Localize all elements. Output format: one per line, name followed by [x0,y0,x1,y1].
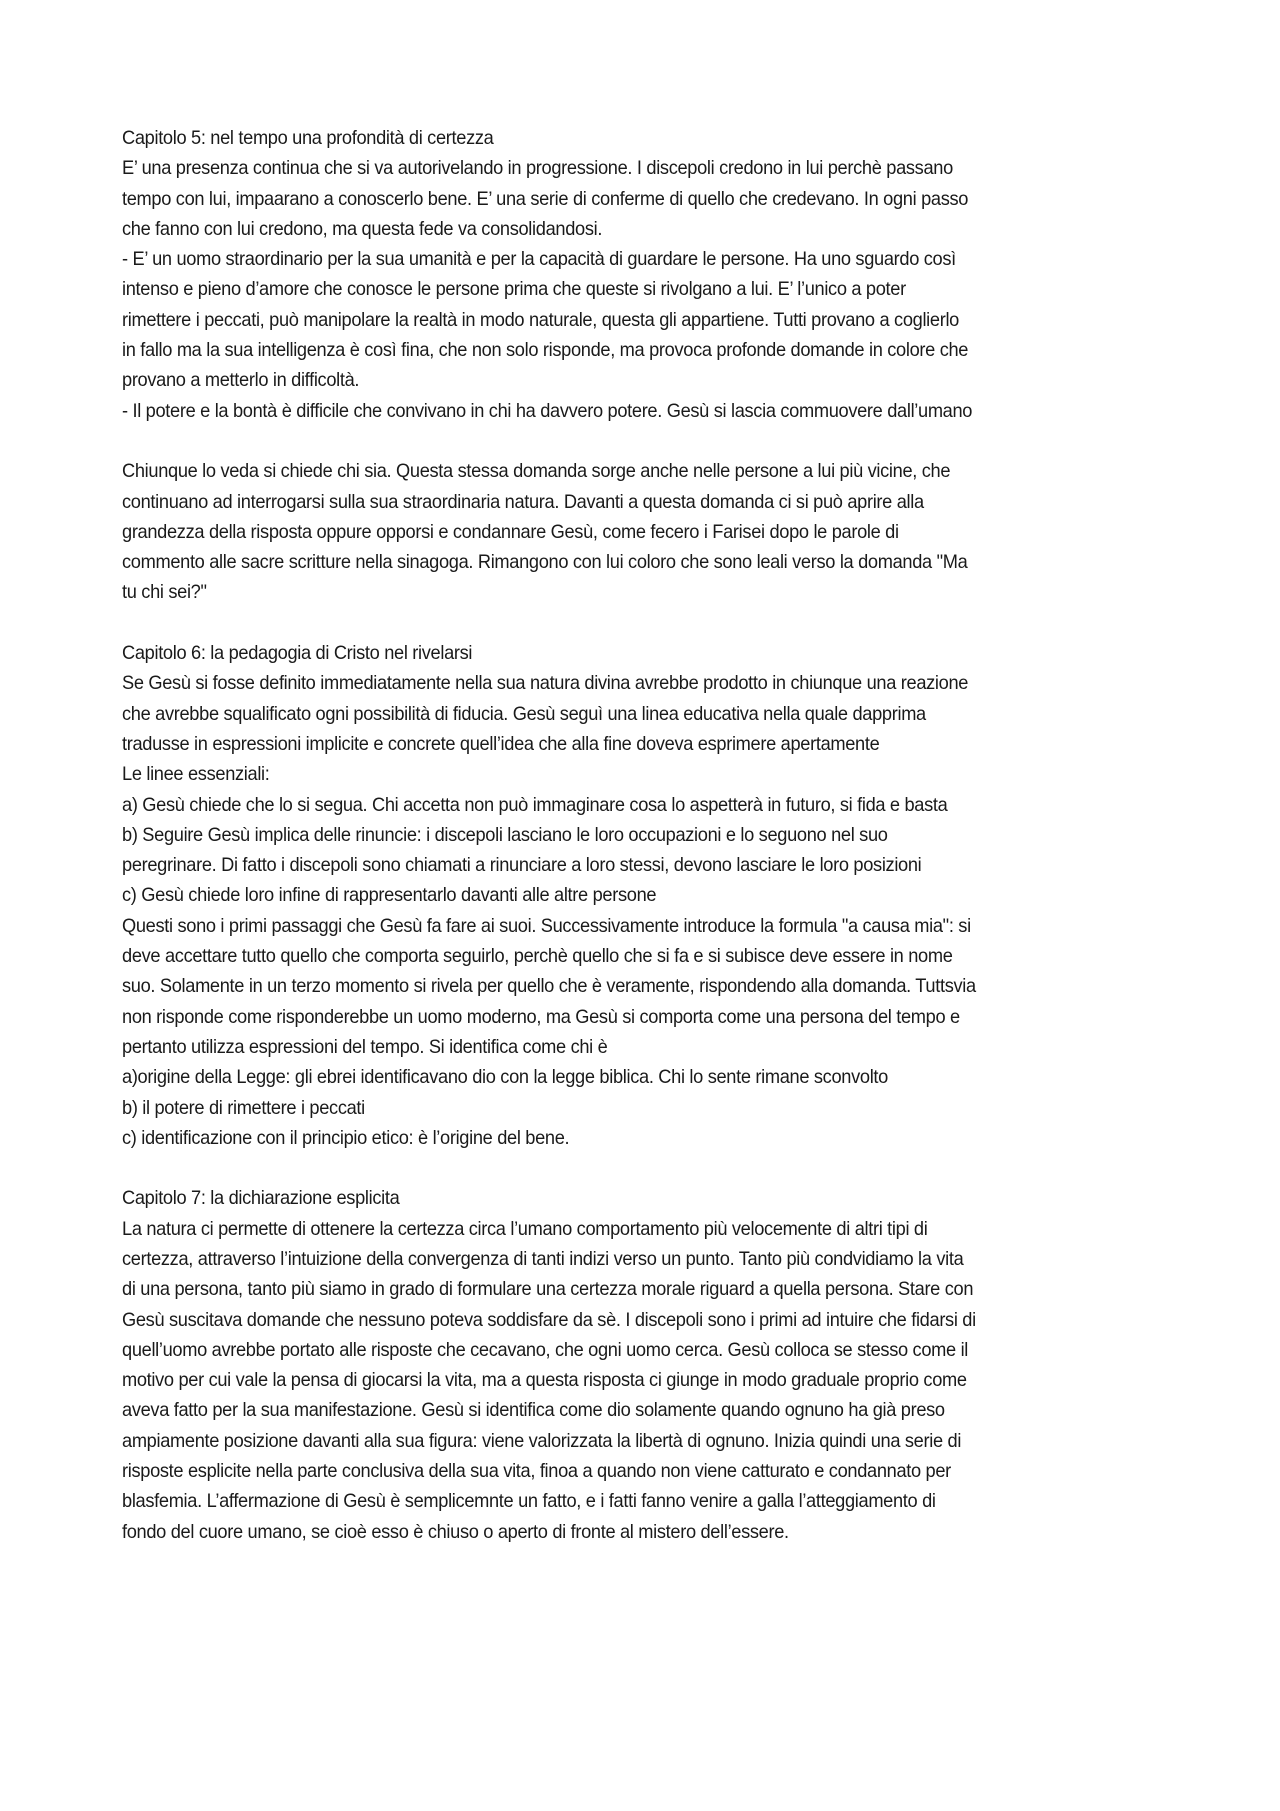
text-line: provano a metterlo in difficoltà. [122,369,360,392]
text-line: aveva fatto per la sua manifestazione. Gesù si identifica come dio solamente quando ognuno ha già preso [122,1399,945,1422]
text-line: - E’ un uomo straordinario per la sua umanità e per la capacità di guardare le persone. Ha uno sguardo così [122,248,956,271]
text-line: tempo con lui, impaarano a conoscerlo bene. E’ una serie di conferme di quello che credevano. In ogni passo [122,187,969,210]
text-line: motivo per cui vale la pensa di giocarsi la vita, ma a questa risposta ci giunge in modo graduale proprio come [122,1369,967,1392]
text-line: pertanto utilizza espressioni del tempo. Si identifica come chi è [122,1035,608,1058]
text-line: - Il potere e la bontà è difficile che convivano in chi ha davvero potere. Gesù si lascia commuovere dall’umano [122,399,973,422]
chapter-title: Capitolo 7: la dichiarazione esplicita [122,1187,400,1210]
text-line: Gesù suscitava domande che nessuno poteva soddisfare da sè. I discepoli sono i primi ad intuire che fidarsi di [122,1308,976,1331]
text-line: a) Gesù chiede che lo si segua. Chi accetta non può immaginare cosa lo aspetterà in futuro, si fida e basta [122,793,948,816]
text-line: Se Gesù si fosse definito immediatamente nella sua natura divina avrebbe prodotto in chiunque una reazione [122,672,969,695]
chapter-5 [122,123,1094,608]
text-line: certezza, attraverso l’intuizione della convergenza di tanti indizi verso un punto. Tanto più condvidiamo la vita [122,1247,964,1270]
text-line: commento alle sacre scritture nella sinagoga. Rimangono con lui coloro che sono leali verso la domanda "Ma [122,551,968,574]
text-line: blasfemia. L’affermazione di Gesù è semplicemnte un fatto, e i fatti fanno venire a galla l’atteggiamento di [122,1490,936,1513]
text-line: Questi sono i primi passaggi che Gesù fa fare ai suoi. Successivamente introduce la formula "a causa mia": si [122,914,971,937]
chapter-7 [122,1183,1094,1547]
text-line: c) Gesù chiede loro infine di rappresentarlo davanti alle altre persone [122,884,657,907]
document-page [122,123,1094,1547]
text-line: fondo del cuore umano, se cioè esso è chiuso o aperto di fronte al mistero dell’essere. [122,1520,789,1543]
text-line: b) Seguire Gesù implica delle rinuncie: i discepoli lasciano le loro occupazioni e lo seguono nel suo [122,823,888,846]
text-line: peregrinare. Di fatto i discepoli sono chiamati a rinunciare a loro stessi, devono lasciare le loro posizioni [122,854,922,877]
text-line: tradusse in espressioni implicite e concrete quell’idea che alla fine doveva esprimere apertamente [122,732,880,755]
text-line: ampiamente posizione davanti alla sua figura: viene valorizzata la libertà di ognuno. Inizia quindi una serie di [122,1429,962,1452]
text-line: intenso e pieno d’amore che conosce le persone prima che queste si rivolgano a lui. E’ l’unico a poter [122,278,906,301]
text-line: b) il potere di rimettere i peccati [122,1096,365,1119]
chapter-title: Capitolo 6: la pedagogia di Cristo nel rivelarsi [122,642,473,665]
paragraph-gap [122,426,1094,456]
paragraph-gap [122,608,1094,638]
text-line: suo. Solamente in un terzo momento si rivela per quello che è veramente, rispondendo alla domanda. Tuttsvia [122,975,976,998]
text-line: La natura ci permette di ottenere la certezza circa l’umano comportamento più velocemente di altri tipi di [122,1217,928,1240]
text-line: grandezza della risposta oppure opporsi e condannare Gesù, come fecero i Farisei dopo le parole di [122,520,899,543]
text-line: tu chi sei?" [122,581,207,604]
text-line: in fallo ma la sua intelligenza è così fina, che non solo risponde, ma provoca profonde domande in colore che [122,339,969,362]
text-line: deve accettare tutto quello che comporta seguirlo, perchè quello che si fa e si subisce deve essere in nome [122,945,953,968]
text-line: continuano ad interrogarsi sulla sua straordinaria natura. Davanti a questa domanda ci si può aprire alla [122,490,924,513]
text-line: risposte esplicite nella parte conclusiva della sua vita, finoa a quando non viene catturato e condannato per [122,1460,951,1483]
text-line: E’ una presenza continua che si va autorivelando in progressione. I discepoli credono in lui perchè passano [122,157,953,180]
text-line: c) identificazione con il principio etico: è l’origine del bene. [122,1126,570,1149]
paragraph-gap [122,1153,1094,1183]
text-line: Le linee essenziali: [122,763,270,786]
text-line: di una persona, tanto più siamo in grado di formulare una certezza morale riguard a quella persona. Stare con [122,1278,974,1301]
text-line: quell’uomo avrebbe portato alle risposte che cecavano, che ogni uomo cerca. Gesù colloca se stesso come il [122,1338,969,1361]
text-line: Chiunque lo veda si chiede chi sia. Questa stessa domanda sorge anche nelle persone a lui più vicine, che [122,460,951,483]
text-line: che avrebbe squalificato ogni possibilità di fiducia. Gesù seguì una linea educativa nella quale dapprima [122,702,926,725]
text-line: che fanno con lui credono, ma questa fede va consolidandosi. [122,217,603,240]
chapter-title: Capitolo 5: nel tempo una profondità di certezza [122,127,494,149]
chapter-6 [122,638,1094,1153]
text-line: non risponde come risponderebbe un uomo moderno, ma Gesù si comporta come una persona del tempo e [122,1005,960,1028]
text-line: a)origine della Legge: gli ebrei identificavano dio con la legge biblica. Chi lo sente rimane sconvolto [122,1066,888,1089]
text-line: rimettere i peccati, può manipolare la realtà in modo naturale, questa gli appartiene. Tutti provano a coglierlo [122,308,960,331]
